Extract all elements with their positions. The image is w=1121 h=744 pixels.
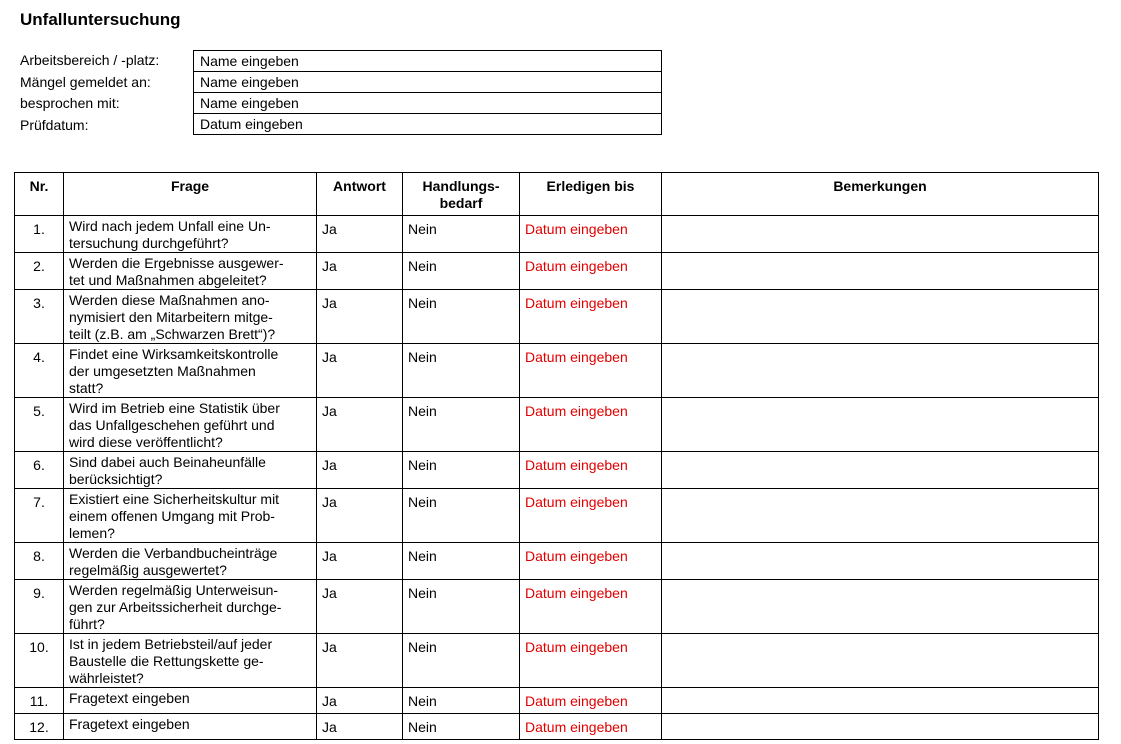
row-number: 11.: [15, 688, 64, 714]
action-needed-dropdown[interactable]: Nein: [403, 253, 520, 290]
row-number: 2.: [15, 253, 64, 290]
row-number: 6.: [15, 452, 64, 489]
question-text: Wird nach jedem Unfall eine Un- tersuchung durchgeführt?: [64, 216, 317, 253]
question-text: Fragetext eingeben: [64, 714, 317, 740]
remarks-field[interactable]: [662, 634, 1099, 688]
remarks-field[interactable]: [662, 216, 1099, 253]
due-date-field[interactable]: Datum eingeben: [520, 580, 662, 634]
due-date-field[interactable]: Datum eingeben: [520, 216, 662, 253]
question-text: Fragetext eingeben: [64, 688, 317, 714]
due-date-field[interactable]: Datum eingeben: [520, 290, 662, 344]
meta-label-pruefdatum: Prüfdatum:: [20, 116, 89, 133]
question-text: Ist in jedem Betriebsteil/auf jeder Baustelle die Rettungskette ge- währleistet?: [64, 634, 317, 688]
action-needed-dropdown[interactable]: Nein: [403, 714, 520, 740]
question-text: Wird im Betrieb eine Statistik über das Unfallgeschehen geführt und wird diese veröffentlicht?: [64, 398, 317, 452]
remarks-field[interactable]: [662, 253, 1099, 290]
due-date-field[interactable]: Datum eingeben: [520, 543, 662, 580]
table-row: [15, 489, 1099, 543]
row-number: 5.: [15, 398, 64, 452]
col-header-bemerkungen: Bemerkungen: [662, 173, 1099, 216]
remarks-field[interactable]: [662, 543, 1099, 580]
pruefdatum-field[interactable]: Datum eingeben: [194, 114, 662, 135]
meta-label-arbeitsbereich: Arbeitsbereich / -platz:: [20, 52, 160, 68]
action-needed-dropdown[interactable]: Nein: [403, 688, 520, 714]
due-date-field[interactable]: Datum eingeben: [520, 714, 662, 740]
answer-dropdown[interactable]: Ja: [317, 290, 403, 344]
due-date-field[interactable]: Datum eingeben: [520, 634, 662, 688]
answer-dropdown[interactable]: Ja: [317, 580, 403, 634]
answer-dropdown[interactable]: Ja: [317, 543, 403, 580]
row-number: 1.: [15, 216, 64, 253]
action-needed-dropdown[interactable]: Nein: [403, 290, 520, 344]
answer-dropdown[interactable]: Ja: [317, 216, 403, 253]
meta-labels: [20, 50, 195, 136]
answer-dropdown[interactable]: Ja: [317, 688, 403, 714]
table-row: [15, 344, 1099, 398]
row-number: 7.: [15, 489, 64, 543]
row-number: 10.: [15, 634, 64, 688]
col-header-frage: Frage: [64, 173, 317, 216]
answer-dropdown[interactable]: Ja: [317, 634, 403, 688]
answer-dropdown[interactable]: Ja: [317, 489, 403, 543]
maengel-field[interactable]: Name eingeben: [194, 72, 662, 93]
table-row: [15, 398, 1099, 452]
table-row: [15, 634, 1099, 688]
table-row: [15, 580, 1099, 634]
action-needed-dropdown[interactable]: Nein: [403, 216, 520, 253]
row-number: 3.: [15, 290, 64, 344]
question-text: Existiert eine Sicherheitskultur mit einem offenen Umgang mit Prob- lemen?: [64, 489, 317, 543]
action-needed-dropdown[interactable]: Nein: [403, 634, 520, 688]
table-row: [15, 253, 1099, 290]
answer-dropdown[interactable]: Ja: [317, 344, 403, 398]
row-number: 4.: [15, 344, 64, 398]
table-row: [15, 216, 1099, 253]
due-date-field[interactable]: Datum eingeben: [520, 489, 662, 543]
remarks-field[interactable]: [662, 489, 1099, 543]
col-header-erledigen-bis: Erledigen bis: [520, 173, 662, 216]
action-needed-dropdown[interactable]: Nein: [403, 344, 520, 398]
table-row: [15, 290, 1099, 344]
due-date-field[interactable]: Datum eingeben: [520, 398, 662, 452]
col-header-handlungsbedarf: Handlungs- bedarf: [403, 173, 520, 216]
due-date-field[interactable]: Datum eingeben: [520, 452, 662, 489]
remarks-field[interactable]: [662, 344, 1099, 398]
answer-dropdown[interactable]: Ja: [317, 714, 403, 740]
remarks-field[interactable]: [662, 714, 1099, 740]
page-title: Unfalluntersuchung: [20, 10, 181, 29]
question-text: Werden die Ergebnisse ausgewer- tet und Maßnahmen abgeleitet?: [64, 253, 317, 290]
action-needed-dropdown[interactable]: Nein: [403, 543, 520, 580]
meta-label-maengel: Mängel gemeldet an:: [20, 73, 151, 90]
meta-fields: [193, 50, 662, 135]
col-header-nr: Nr.: [15, 173, 64, 216]
action-needed-dropdown[interactable]: Nein: [403, 580, 520, 634]
table-row: [15, 543, 1099, 580]
due-date-field[interactable]: Datum eingeben: [520, 344, 662, 398]
due-date-field[interactable]: Datum eingeben: [520, 688, 662, 714]
answer-dropdown[interactable]: Ja: [317, 253, 403, 290]
besprochen-field[interactable]: Name eingeben: [194, 93, 662, 114]
action-needed-dropdown[interactable]: Nein: [403, 452, 520, 489]
remarks-field[interactable]: [662, 398, 1099, 452]
due-date-field[interactable]: Datum eingeben: [520, 253, 662, 290]
row-number: 9.: [15, 580, 64, 634]
question-text: Werden die Verbandbucheinträge regelmäßig ausgewertet?: [64, 543, 317, 580]
remarks-field[interactable]: [662, 290, 1099, 344]
answer-dropdown[interactable]: Ja: [317, 398, 403, 452]
meta-label-besprochen: besprochen mit:: [20, 95, 120, 111]
arbeitsbereich-field[interactable]: Name eingeben: [194, 51, 662, 72]
col-header-antwort: Antwort: [317, 173, 403, 216]
question-text: Werden regelmäßig Unterweisun- gen zur Arbeitssicherheit durchge- führt?: [64, 580, 317, 634]
answer-dropdown[interactable]: Ja: [317, 452, 403, 489]
remarks-field[interactable]: [662, 452, 1099, 489]
row-number: 8.: [15, 543, 64, 580]
table-header-row: [15, 173, 1099, 216]
action-needed-dropdown[interactable]: Nein: [403, 489, 520, 543]
remarks-field[interactable]: [662, 688, 1099, 714]
question-text: Sind dabei auch Beinaheunfälle berücksichtigt?: [64, 452, 317, 489]
row-number: 12.: [15, 714, 64, 740]
action-needed-dropdown[interactable]: Nein: [403, 398, 520, 452]
question-text: Werden diese Maßnahmen ano- nymisiert den Mitarbeitern mitge- teilt (z.B. am „Schwarzen Brett“)?: [64, 290, 317, 344]
checklist-table: [14, 172, 1099, 740]
table-row: [15, 688, 1099, 714]
table-row: [15, 714, 1099, 740]
remarks-field[interactable]: [662, 580, 1099, 634]
table-row: [15, 452, 1099, 489]
question-text: Findet eine Wirksamkeitskontrolle der umgesetzten Maßnahmen statt?: [64, 344, 317, 398]
